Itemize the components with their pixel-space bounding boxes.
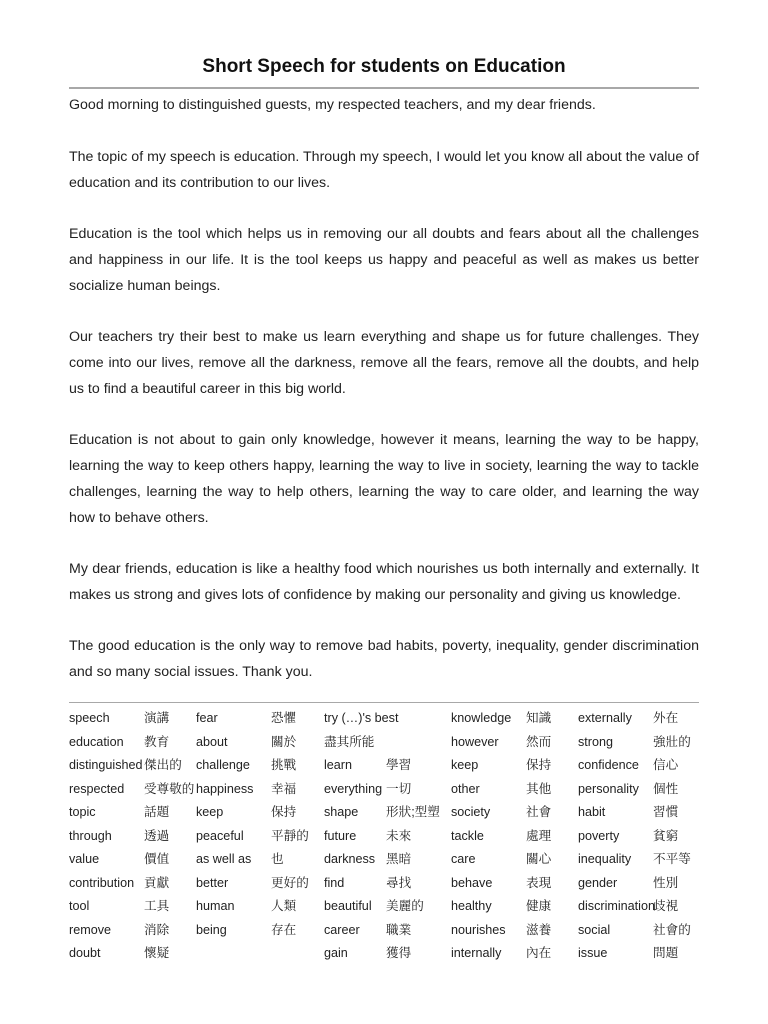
vocabulary-english: challenge — [196, 758, 250, 772]
vocabulary-chinese: 處理 — [526, 828, 552, 843]
vocabulary-english: education — [69, 734, 124, 749]
vocabulary-english: beautiful — [324, 899, 372, 913]
vocabulary-chinese: 貢獻 — [144, 875, 170, 890]
vocabulary-english: shape — [324, 805, 359, 819]
vocabulary-english: try (…)'s best — [324, 711, 399, 725]
vocabulary-entry — [451, 731, 578, 755]
vocabulary-entry — [69, 919, 196, 943]
vocabulary-chinese: 然而 — [526, 734, 552, 749]
vocabulary-english: gender — [578, 875, 618, 890]
vocabulary-chinese: 表現 — [526, 875, 552, 890]
vocabulary-entry — [196, 754, 323, 778]
vocabulary-english: tool — [69, 899, 90, 913]
vocabulary-chinese: 幸福 — [271, 781, 297, 796]
vocabulary-chinese: 學習 — [386, 758, 412, 772]
vocabulary-entry — [451, 895, 578, 919]
vocabulary-english: poverty — [578, 828, 620, 843]
vocabulary-chinese: 強壯的 — [653, 734, 691, 749]
vocabulary-english: nourishes — [451, 922, 506, 937]
paragraph-greeting: Good morning to distinguished guests, my respected teachers, and my dear friends. — [69, 97, 596, 113]
vocabulary-entry — [578, 872, 705, 896]
vocabulary-entry — [69, 848, 196, 872]
vocabulary-english: gain — [324, 946, 348, 960]
vocabulary-entry — [324, 919, 451, 943]
vocabulary-chinese: 關心 — [526, 852, 552, 866]
vocabulary-chinese: 不平等 — [653, 852, 691, 866]
vocabulary-chinese: 未來 — [386, 828, 412, 843]
vocabulary-chinese: 工具 — [144, 899, 170, 913]
vocabulary-entry — [451, 872, 578, 896]
vocabulary-entry — [196, 731, 323, 755]
vocabulary-chinese: 個性 — [653, 781, 679, 796]
vocabulary-english: respected — [69, 781, 125, 796]
vocabulary-chinese: 一切 — [386, 781, 412, 796]
vocabulary-english: darkness — [324, 852, 376, 866]
vocabulary-chinese: 內在 — [526, 946, 552, 960]
vocabulary-chinese: 傑出的 — [144, 758, 182, 772]
vocabulary-entry — [196, 778, 323, 802]
vocabulary-english: remove — [69, 922, 111, 937]
vocabulary-english: discrimination — [578, 899, 655, 913]
vocabulary-english: externally — [578, 711, 632, 725]
vocabulary-chinese: 價值 — [144, 852, 170, 866]
paragraph-tool: Education is the tool which helps us in removing our all doubts and fears about all the challenges and happiness in our life. It is the tool keeps us happy and peaceful as well as makes us better socialize human beings. — [69, 226, 699, 294]
vocabulary-english: personality — [578, 781, 639, 796]
vocabulary-entry — [69, 731, 196, 755]
vocabulary-entry — [69, 754, 196, 778]
vocabulary-chinese: 問題 — [653, 946, 679, 960]
vocabulary-entry — [578, 707, 705, 731]
vocabulary-entry — [196, 707, 323, 731]
vocabulary-table — [69, 707, 709, 967]
vocabulary-chinese: 挑戰 — [271, 758, 297, 772]
vocabulary-english: topic — [69, 805, 96, 819]
vocabulary-chinese: 貧窮 — [653, 828, 679, 843]
vocabulary-chinese: 知識 — [526, 711, 552, 725]
vocabulary-english: better — [196, 875, 229, 890]
vocabulary-english: learn — [324, 758, 353, 772]
vocabulary-entry — [451, 754, 578, 778]
vocabulary-english: human — [196, 899, 235, 913]
vocabulary-entry — [578, 848, 705, 872]
vocabulary-english: career — [324, 922, 360, 937]
paragraph-healthy-food: My dear friends, education is like a healthy food which nourishes us both internally and externally. It makes us strong and gives lots of confidence by making our personality and giving us knowledge. — [69, 561, 699, 603]
vocabulary-chinese: 人類 — [271, 899, 297, 913]
vocabulary-entry — [324, 872, 451, 896]
vocabulary-chinese: 透過 — [144, 828, 170, 843]
vocabulary-chinese: 教育 — [144, 734, 170, 749]
vocabulary-entry — [69, 872, 196, 896]
vocabulary-entry — [578, 825, 705, 849]
vocabulary-chinese: 保持 — [526, 758, 552, 772]
vocabulary-chinese: 懷疑 — [144, 946, 170, 960]
vocabulary-column — [69, 707, 196, 966]
vocabulary-entry — [324, 778, 451, 802]
vocabulary-entry — [578, 801, 705, 825]
vocabulary-english: being — [196, 922, 227, 937]
vocabulary-chinese: 社會 — [526, 805, 552, 819]
vocabulary-chinese: 存在 — [271, 922, 297, 937]
vocabulary-english: through — [69, 828, 112, 843]
vocabulary-chinese: 黑暗 — [386, 852, 412, 866]
vocabulary-chinese: 職業 — [386, 922, 412, 937]
vocabulary-english: peaceful — [196, 828, 244, 843]
vocabulary-entry — [324, 801, 451, 825]
vocabulary-chinese: 演講 — [144, 711, 170, 725]
vocabulary-english: care — [451, 852, 476, 866]
vocabulary-english: strong — [578, 734, 614, 749]
vocabulary-entry — [451, 919, 578, 943]
vocabulary-entry — [451, 778, 578, 802]
vocabulary-entry — [69, 942, 196, 966]
vocabulary-chinese: 平靜的 — [271, 828, 309, 843]
vocabulary-entry — [324, 754, 451, 778]
vocabulary-chinese: 信心 — [653, 758, 679, 772]
vocabulary-english: other — [451, 781, 480, 796]
vocabulary-entry — [196, 801, 323, 825]
vocabulary-entry — [578, 895, 705, 919]
vocabulary-column — [196, 707, 323, 942]
vocabulary-english: tackle — [451, 828, 484, 843]
vocabulary-entry — [578, 919, 705, 943]
vocabulary-english: fear — [196, 711, 218, 725]
vocabulary-column — [451, 707, 578, 966]
vocabulary-chinese: 滋養 — [526, 922, 552, 937]
vocabulary-english: happiness — [196, 781, 254, 796]
vocabulary-chinese: 尋找 — [386, 875, 412, 890]
vocabulary-entry — [69, 801, 196, 825]
vocabulary-chinese: 受尊敬的 — [144, 781, 195, 796]
vocabulary-entry — [196, 848, 323, 872]
vocabulary-english: keep — [196, 805, 224, 819]
vocabulary-entry — [451, 801, 578, 825]
vocabulary-entry — [578, 778, 705, 802]
vocabulary-english: speech — [69, 711, 110, 725]
vocabulary-english: everything — [324, 781, 383, 796]
vocabulary-entry — [196, 919, 323, 943]
vocabulary-entry — [451, 942, 578, 966]
vocabulary-chinese: 恐懼 — [271, 711, 297, 725]
vocabulary-entry — [324, 825, 451, 849]
vocabulary-chinese: 社會的 — [653, 922, 691, 937]
vocabulary-divider — [69, 702, 699, 703]
vocabulary-entry — [196, 825, 323, 849]
vocabulary-english: distinguished — [69, 758, 143, 772]
paragraph-topic: The topic of my speech is education. Through my speech, I would let you know all about the value of education and its contribution to our lives. — [69, 149, 699, 191]
vocabulary-entry — [324, 848, 451, 872]
vocabulary-english: 盡其所能 — [324, 734, 375, 749]
vocabulary-english: however — [451, 734, 499, 749]
vocabulary-entry — [324, 895, 451, 919]
page-title: Short Speech for students on Education — [202, 56, 566, 77]
vocabulary-column — [578, 707, 705, 966]
vocabulary-english: healthy — [451, 899, 492, 913]
vocabulary-entry — [451, 707, 578, 731]
vocabulary-entry — [324, 707, 451, 731]
vocabulary-entry — [451, 825, 578, 849]
vocabulary-chinese: 美麗的 — [386, 899, 424, 913]
vocabulary-entry — [578, 754, 705, 778]
vocabulary-entry — [196, 895, 323, 919]
vocabulary-chinese: 話題 — [144, 805, 170, 819]
vocabulary-chinese: 保持 — [271, 805, 297, 819]
vocabulary-english: contribution — [69, 875, 135, 890]
vocabulary-english: keep — [451, 758, 479, 772]
vocabulary-chinese: 形狀;型塑 — [386, 805, 440, 819]
vocabulary-english: find — [324, 875, 345, 890]
vocabulary-english: doubt — [69, 946, 101, 960]
vocabulary-chinese: 獲得 — [386, 946, 412, 960]
paragraph-conclusion: The good education is the only way to remove bad habits, poverty, inequality, gender discrimination and so many social issues. Thank you. — [69, 638, 699, 680]
vocabulary-entry — [69, 895, 196, 919]
vocabulary-chinese: 消除 — [144, 922, 170, 937]
vocabulary-english: inequality — [578, 852, 632, 866]
vocabulary-english: issue — [578, 946, 608, 960]
vocabulary-english: about — [196, 734, 228, 749]
vocabulary-english: habit — [578, 805, 606, 819]
vocabulary-english: confidence — [578, 758, 639, 772]
vocabulary-english: internally — [451, 946, 502, 960]
vocabulary-english: behave — [451, 875, 493, 890]
vocabulary-chinese: 其他 — [526, 781, 552, 796]
vocabulary-chinese: 更好的 — [271, 875, 309, 890]
paragraph-knowledge: Education is not about to gain only knowledge, however it means, learning the way to be happy, learning the way to keep others happy, learning the way to live in society, learning the way to tackle challenges, learning the way to help others, learning the way to care older, and learning the way how to behave others. — [69, 432, 699, 526]
vocabulary-chinese: 性別 — [653, 875, 679, 890]
vocabulary-english: value — [69, 852, 100, 866]
vocabulary-chinese: 也 — [271, 852, 284, 866]
vocabulary-english: as well as — [196, 852, 252, 866]
title-divider — [69, 87, 699, 89]
vocabulary-entry — [578, 942, 705, 966]
vocabulary-entry — [196, 872, 323, 896]
vocabulary-chinese: 健康 — [526, 899, 552, 913]
vocabulary-chinese: 外在 — [653, 711, 679, 725]
vocabulary-chinese: 習慣 — [653, 805, 679, 819]
vocabulary-chinese: 關於 — [271, 734, 297, 749]
vocabulary-column — [324, 707, 451, 966]
vocabulary-entry — [69, 707, 196, 731]
vocabulary-entry — [578, 731, 705, 755]
vocabulary-entry — [69, 778, 196, 802]
vocabulary-english: social — [578, 922, 611, 937]
vocabulary-english: knowledge — [451, 711, 512, 725]
vocabulary-entry — [324, 731, 451, 755]
vocabulary-entry — [451, 848, 578, 872]
paragraph-teachers: Our teachers try their best to make us learn everything and shape us for future challenges. They come into our lives, remove all the darkness, remove all the fears, remove all the doubts, and help us to find a beautiful career in this big world. — [69, 329, 699, 397]
vocabulary-entry — [324, 942, 451, 966]
vocabulary-entry — [69, 825, 196, 849]
vocabulary-english: future — [324, 828, 357, 843]
vocabulary-english: society — [451, 805, 491, 819]
vocabulary-chinese: 歧視 — [653, 899, 679, 913]
